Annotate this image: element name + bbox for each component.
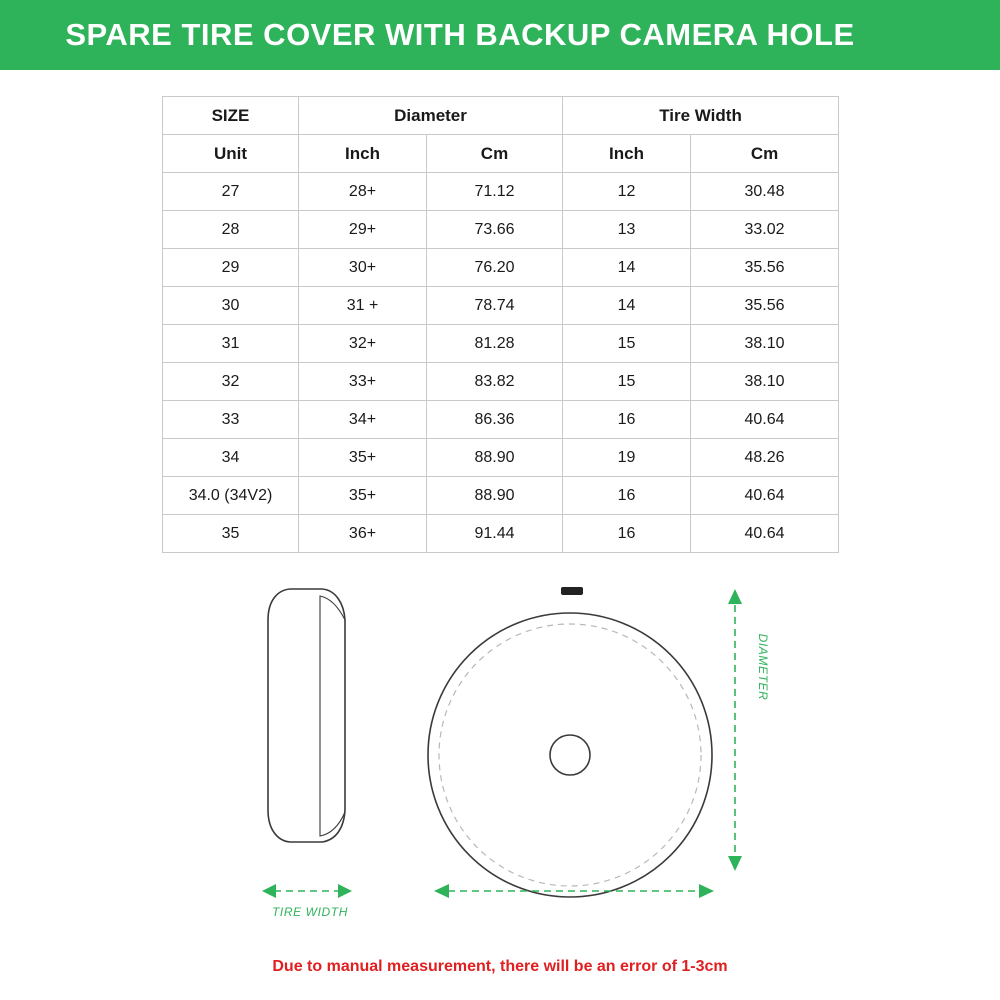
front-view-shape xyxy=(428,587,712,897)
cell-width-inch: 16 xyxy=(563,401,691,439)
table-row xyxy=(163,439,839,477)
cell-width-cm: 48.26 xyxy=(691,439,839,477)
cell-width-cm: 35.56 xyxy=(691,287,839,325)
side-view-shape xyxy=(268,589,345,842)
cell-size: 31 xyxy=(163,325,299,363)
cell-diameter-inch: 35+ xyxy=(299,477,427,515)
cover-tab xyxy=(561,587,583,595)
header-width-cm: Cm xyxy=(691,135,839,173)
table-sub-header-row xyxy=(163,135,839,173)
cell-diameter-cm: 88.90 xyxy=(427,477,563,515)
size-chart xyxy=(162,96,838,553)
cell-width-cm: 35.56 xyxy=(691,249,839,287)
cell-width-inch: 14 xyxy=(563,287,691,325)
measurement-note: Due to manual measurement, there will be an error of 1-3cm xyxy=(272,958,728,975)
cell-size: 29 xyxy=(163,249,299,287)
cell-size: 34.0 (34V2) xyxy=(163,477,299,515)
cell-width-inch: 15 xyxy=(563,363,691,401)
cell-width-inch: 14 xyxy=(563,249,691,287)
cell-size: 30 xyxy=(163,287,299,325)
header-unit: Unit xyxy=(163,135,299,173)
cell-width-cm: 30.48 xyxy=(691,173,839,211)
cell-diameter-cm: 81.28 xyxy=(427,325,563,363)
table-group-header-row xyxy=(163,97,839,135)
cell-width-inch: 16 xyxy=(563,477,691,515)
header-width-inch: Inch xyxy=(563,135,691,173)
header-banner xyxy=(0,0,920,70)
cell-diameter-cm: 76.20 xyxy=(427,249,563,287)
table-row xyxy=(163,211,839,249)
size-table xyxy=(162,96,839,553)
table-row xyxy=(163,173,839,211)
table-row xyxy=(163,477,839,515)
product-diagram xyxy=(0,560,1000,940)
cell-width-cm: 40.64 xyxy=(691,477,839,515)
cell-size: 34 xyxy=(163,439,299,477)
cell-diameter-cm: 88.90 xyxy=(427,439,563,477)
page-title: SPARE TIRE COVER WITH BACKUP CAMERA HOLE xyxy=(65,17,855,52)
table-row xyxy=(163,401,839,439)
cell-width-inch: 19 xyxy=(563,439,691,477)
cell-width-cm: 40.64 xyxy=(691,401,839,439)
cell-diameter-inch: 30+ xyxy=(299,249,427,287)
cell-size: 28 xyxy=(163,211,299,249)
table-row xyxy=(163,249,839,287)
header-tire-width: Tire Width xyxy=(563,97,839,135)
cell-width-inch: 15 xyxy=(563,325,691,363)
cell-width-cm: 40.64 xyxy=(691,515,839,553)
diameter-vertical-dimension xyxy=(728,589,742,871)
table-row xyxy=(163,363,839,401)
cell-diameter-cm: 78.74 xyxy=(427,287,563,325)
cell-size: 35 xyxy=(163,515,299,553)
cell-diameter-inch: 36+ xyxy=(299,515,427,553)
header-diameter: Diameter xyxy=(299,97,563,135)
cell-diameter-cm: 73.66 xyxy=(427,211,563,249)
cell-width-cm: 33.02 xyxy=(691,211,839,249)
cell-size: 27 xyxy=(163,173,299,211)
cell-width-inch: 13 xyxy=(563,211,691,249)
cell-diameter-inch: 33+ xyxy=(299,363,427,401)
cell-diameter-cm: 83.82 xyxy=(427,363,563,401)
header-diameter-cm: Cm xyxy=(427,135,563,173)
tire-width-label: TIRE WIDTH xyxy=(272,905,348,919)
cell-size: 33 xyxy=(163,401,299,439)
cell-diameter-inch: 35+ xyxy=(299,439,427,477)
cell-width-cm: 38.10 xyxy=(691,325,839,363)
cell-width-cm: 38.10 xyxy=(691,363,839,401)
cell-diameter-inch: 29+ xyxy=(299,211,427,249)
cell-diameter-cm: 86.36 xyxy=(427,401,563,439)
table-row xyxy=(163,515,839,553)
cell-diameter-inch: 31 + xyxy=(299,287,427,325)
cell-size: 32 xyxy=(163,363,299,401)
tire-width-dimension xyxy=(262,884,352,898)
diameter-label: DIAMETER xyxy=(756,633,770,701)
cell-diameter-inch: 34+ xyxy=(299,401,427,439)
cell-diameter-cm: 91.44 xyxy=(427,515,563,553)
cell-diameter-inch: 32+ xyxy=(299,325,427,363)
cell-diameter-cm: 71.12 xyxy=(427,173,563,211)
table-row xyxy=(163,325,839,363)
header-accent-block xyxy=(920,0,1000,70)
cell-diameter-inch: 28+ xyxy=(299,173,427,211)
header-diameter-inch: Inch xyxy=(299,135,427,173)
table-row xyxy=(163,287,839,325)
cell-width-inch: 12 xyxy=(563,173,691,211)
header-size: SIZE xyxy=(163,97,299,135)
camera-hole xyxy=(550,735,590,775)
cell-width-inch: 16 xyxy=(563,515,691,553)
